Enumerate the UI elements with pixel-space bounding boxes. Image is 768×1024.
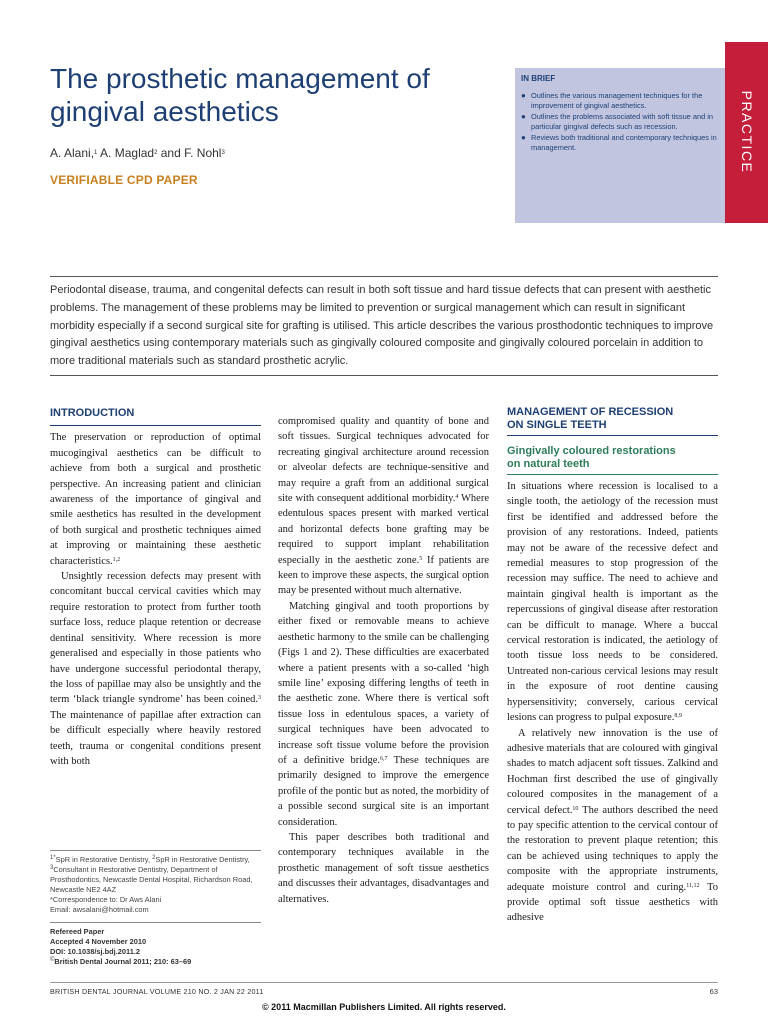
section-tab [725,42,768,223]
in-brief-item: ● Outlines the various management techniques for the improvement of gingival aesthetics. [521,91,703,110]
bullet-icon: ● [521,133,526,142]
author-list: A. Alani,$^1$ A. Maglad$^2$ and F. Nohl$^3$ [50,146,225,160]
body-paragraph: This paper describes both traditional and contemporary techniques available in the prosthetic management of soft tissue aesthetics and discusses their advantages, disadvantages and alternatives. [278,831,489,905]
article-title: The prosthetic management of gingival aesthetics [50,63,430,127]
body-paragraph: In situations where recession is localised to a single tooth, the aetiology of the recession must first be identified and addressed before the provision of any restorations. Indeed, patients may not be aware of the recessive defect and remedial measures to stop progression of the recession may suffice. The need to achieve and maintain gingival health is important as the repercussions of gingival disease after restoration can be difficult to manage. Where a buccal cervical restoration is indicated, the aetiology of tooth tissue loss needs to be considered. Untreated non-carious cervical lesions may result in the exposure of root dentine causing hypersensitivity; conversely, carious cervical lesions can progress to pulpal exposure.$^{8,9}$ [507,481,718,724]
abstract: Periodontal disease, trauma, and congenital defects can result in both soft tissue and hard tissue defects that can present with aesthetic problems. The management of these problems may be limited to prevention or surgical management which can result in significant morbidity especially if a second surgical site for grafting is utilised. This article describes the various prosthodontic techniques to improve gingival aesthetics using contemporary materials such as gingivally coloured composite and gingivally coloured porcelain in addition to more traditional materials such as standard prosthetic acrylic. [50,284,714,368]
bullet-icon: ● [521,112,526,121]
publication-details: Refereed Paper Accepted 4 November 2010 DOI: 10.1038/sj.bdj.2011.2 ©British Dental Journal 2011; 210: 63–69 [50,927,192,966]
in-brief-title: IN BRIEF [521,74,556,83]
bullet-icon: ● [521,91,526,100]
body-paragraph: Matching gingival and tooth proportions by either fixed or removable means to achieve aesthetic harmony to the smile can be challenging (Figs 1 and 2). These difficulties are exacerbated where a patient presents with a so-called ‘high smile line’ exposing differing lengths of teeth in the aesthetic zone. Where there is vertical soft tissue loss in edentulous spaces, a variety of surgical techniques have been advocated to increase soft tissue volume before the provision of a definitive bridge.$^{6,7}$ These techniques are primarily designed to improve the emergence profile of the pontic but as noted, the morbidity of a possible second surgical site is an important consideration. [278,600,489,828]
heading-rule [507,435,718,436]
section-heading-introduction: INTRODUCTION [50,407,135,419]
body-paragraph: The preservation or reproduction of optimal mucogingival aesthetics can be difficult to achieve from both a surgical and prosthetic perspective. An increasing patient and clinician awareness of the importance of gingival and smile aesthetics has resulted in the development of both surgical and prosthetic techniques aimed at improving or maintaining these aesthetic characteristics.$^{1,2}$ [50,432,261,567]
body-column-3 [507,406,718,926]
heading-rule [50,425,261,426]
footnote-rule [50,850,261,851]
author-affiliations: $^{1*}$SpR in Restorative Dentistry, $^2$SpR in Restorative Dentistry, $^3$Consultant in Restorative Dentistry, Department of Prosthodontics, Newcastle Dental Hospital, Richardson Road, Newcastle NE2 4AZ *Correspondence to: Dr Aws Alani Email: awsalani@hotmail.com [50,855,253,914]
section-tab-label: PRACTICE [738,90,755,174]
page-number: 63 [709,987,718,996]
copyright-notice: © 2011 Macmillan Publishers Limited. All rights reserved. [262,1002,506,1012]
abstract-bottom-rule [50,375,718,376]
journal-footer: BRITISH DENTAL JOURNAL VOLUME 210 NO. 2 JAN 22 2011 [50,987,264,996]
section-heading-recession: MANAGEMENT OF RECESSION ON SINGLE TEETH [507,406,674,431]
refereed-rule [50,922,261,923]
body-column-2 [278,414,489,907]
abstract-top-rule [50,276,718,277]
body-paragraph: compromised quality and quantity of bone and soft tissues. Surgical techniques advocated for recreating gingival architecture around recession or alveolar defects are technique-sensitive and may require a graft from an additional surgical site with consequent additional morbidity.$^4$ Where edentulous spaces present with marked vertical and horizontal defects bone grafting may be required to support implant rehabilitation especially in the aesthetic zone.$^5$ If patients are keen to improve these aspects, the surgical option may be presented without much alternative. [278,416,489,597]
in-brief-box [515,68,725,223]
subsection-heading: Gingivally coloured restorations on natural teeth [507,445,676,470]
in-brief-list [521,91,717,153]
body-paragraph: Unsightly recession defects may present with concomitant buccal cervical cavities which may require restoration to protect from further tooth surface loss, reduce plaque retention or decrease dentinal sensitivity. Where recession is more generalised and especially in those patients who have undergone successful periodontal therapy, the loss of papillae may also be unsightly and the term ‘black triangle syndrome’ has been coined.$^3$ The maintenance of papillae after extraction can be difficult especially where heavily restored teeth, trauma or congenital conditions present with both [50,571,261,767]
in-brief-item: ● Reviews both traditional and contemporary techniques in management. [521,133,717,152]
cpd-label: VERIFIABLE CPD PAPER [50,173,198,187]
footer-rule [50,982,718,983]
body-column-1 [50,406,261,769]
in-brief-item: ● Outlines the problems associated with soft tissue and in particular gingival defects such as recession. [521,112,713,131]
subheading-rule [507,474,718,475]
body-paragraph: A relatively new innovation is the use of adhesive materials that are coloured with gingival shades to match adjacent soft tissues. Zalkind and Hochman first described the use of gingivally coloured composites in the management of a cervical defect.$^{10}$ The authors described the need to pay specific attention to the cervical contour of the restoration to prevent plaque retention; this can be achieved using techniques to apply the composite with the appropriate instruments, adequate moisture control and curing.$^{11,12}$ To provide optimal soft tissue aesthetics with adhesive [507,727,719,924]
